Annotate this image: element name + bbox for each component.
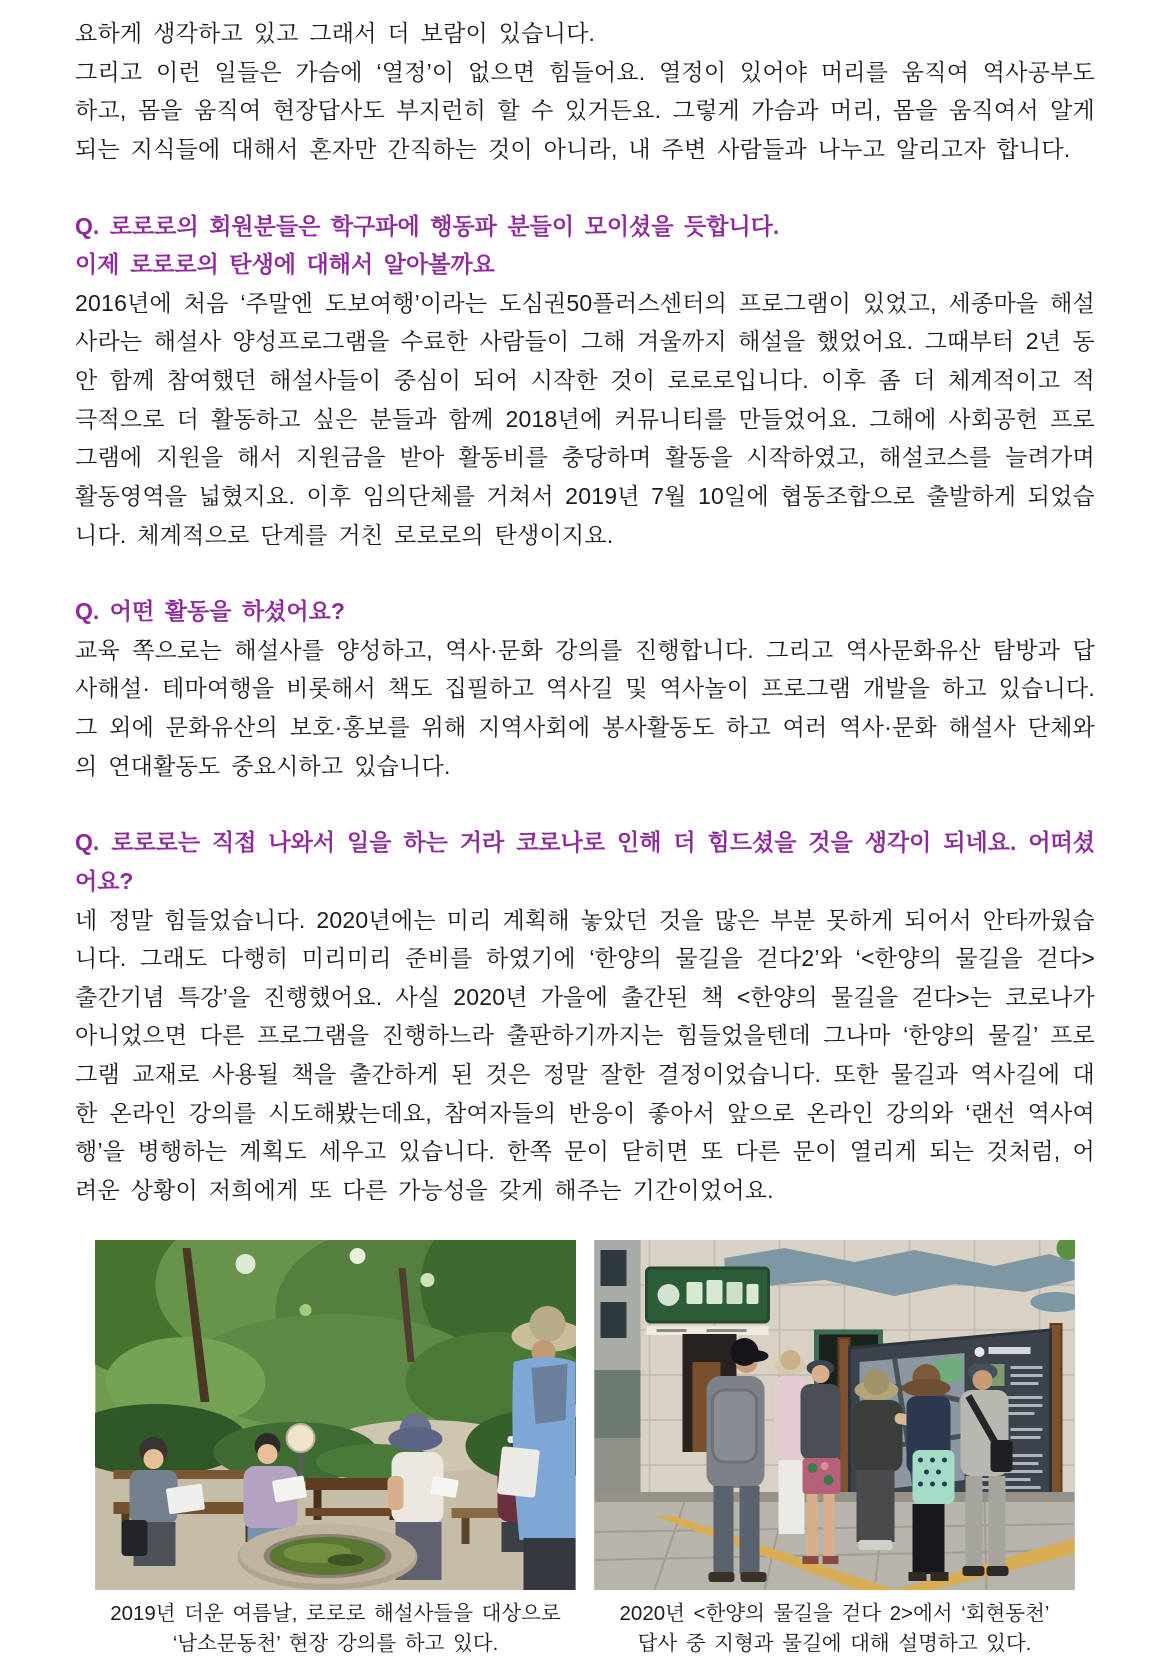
question-heading-1 <box>75 207 1095 284</box>
park-lecture-illustration <box>95 1240 576 1590</box>
intro-paragraph-1: 요하게 생각하고 있고 그래서 더 보람이 있습니다. <box>75 14 1095 53</box>
answer-paragraph-2: 교육 쪽으로는 해설사를 양성하고, 역사·문화 강의를 진행합니다. 그리고 역사문화유산 탐방과 답사해설· 테마여행을 비롯해서 책도 집필하고 역사길 및 역사놀이 프로그램 개발을 하고 있습니다. 그 외에 문화유산의 보호·홍보를 위해 지역사회에 봉사활동도 하고 여러 역사·문화 해설사 단체와의 연대활동도 중요시하고 있습니다. <box>75 631 1095 786</box>
answer-paragraph-3: 네 정말 힘들었습니다. 2020년에는 미리 계획해 놓았던 것을 많은 부분 못하게 되어서 안타까웠습니다. 그래도 다행히 미리미리 준비를 하였기에 ‘한양의 물길을 걷다2’와 ‘<한양의 물길을 걷다> 출간기념 특강’을 진행했어요. 사실 2020년 가을에 출간된 책 <한양의 물길을 걷다>는 코로나가 아니었으면 다른 프로그램을 진행하느라 출판하기까지는 힘들었을텐데 그나마 ‘한양의 물길’ 프로그램 교재로 사용될 책을 출간하게 된 것은 정말 잘한 결정이었습니다. 또한 물길과 역사길에 대한 온라인 강의를 시도해봤는데요, 참여자들의 반응이 좋아서 앞으로 온라인 강의와 ‘랜선 역사여행’을 병행하는 계획도 세우고 있습니다. 한쪽 문이 닫히면 또 다른 문이 열리게 되는 것처럼, 어려운 상황이 저희에게 또 다른 가능성을 갖게 해주는 기간이었어요. <box>75 901 1095 1210</box>
caption-right-line-1: 2020년 <한양의 물길을 걷다 2>에서 ‘회현동천’ <box>594 1599 1075 1630</box>
question-heading-2: Q. 어떤 활동을 하셨어요? <box>75 592 1095 631</box>
lamp-globe <box>287 1424 315 1452</box>
caption-left-line-1: 2019년 더운 여름날, 로로로 해설사들을 대상으로 <box>95 1599 576 1630</box>
photo-caption-left <box>95 1599 576 1660</box>
street-tour-illustration <box>594 1240 1075 1590</box>
figure-park-lecture <box>95 1240 576 1660</box>
intro-paragraph-2: 그리고 이런 일들은 가슴에 ‘열정’이 없으면 힘들어요. 열정이 있어야 머리를 움직여 역사공부도 하고, 몸을 움직여 현장답사도 부지런히 할 수 있거든요. 그렇게 가슴과 머리, 몸을 움직여서 알게 되는 지식들에 대해서 혼자만 간직하는 것이 아니라, 내 주변 사람들과 나누고 알리고자 합니다. <box>75 53 1095 169</box>
question-1-line-2: 이제 로로로의 탄생에 대해서 알아볼까요 <box>75 245 1095 284</box>
photo-street-tour <box>594 1240 1075 1590</box>
stone-basin <box>238 1524 418 1590</box>
figure-street-tour <box>594 1240 1075 1660</box>
photo-gallery <box>0 1210 1170 1660</box>
photo-caption-right <box>594 1599 1075 1660</box>
answer-paragraph-1: 2016년에 처음 ‘주말엔 도보여행’이라는 도심권50플러스센터의 프로그램이 있었고, 세종마을 해설사라는 해설사 양성프로그램을 수료한 사람들이 그해 겨울까지 해설을 했었어요. 그때부터 2년 동안 함께 참여했던 해설사들이 중심이 되어 시작한 것이 로로로입니다. 이후 좀 더 체계적이고 적극적으로 더 활동하고 싶은 분들과 함께 2018년에 커뮤니티를 만들었어요. 그해에 사회공헌 프로그램에 지원을 해서 지원금을 받아 활동비를 충당하며 활동을 시작하였고, 해설코스를 늘려가며 활동영역을 넓혔지요. 이후 임의단체를 거쳐서 2019년 7월 10일에 협동조합으로 출발하게 되었습니다. 체계적으로 단계를 거친 로로로의 탄생이지요. <box>75 284 1095 554</box>
question-1-line-1: Q. 로로로의 회원분들은 학구파에 행동파 분들이 모이셨을 듯합니다. <box>75 207 1095 246</box>
caption-left-line-2: ‘남소문동천’ 현장 강의를 하고 있다. <box>95 1629 576 1660</box>
photo-park-lecture <box>95 1240 576 1590</box>
caption-right-line-2: 답사 중 지형과 물길에 대해 설명하고 있다. <box>594 1629 1075 1660</box>
question-heading-3: Q. 로로로는 직접 나와서 일을 하는 거라 코로나로 인해 더 힘드셨을 것을 생각이 되네요. 어떠셨어요? <box>75 823 1095 900</box>
neighbor-building <box>595 1240 641 1502</box>
